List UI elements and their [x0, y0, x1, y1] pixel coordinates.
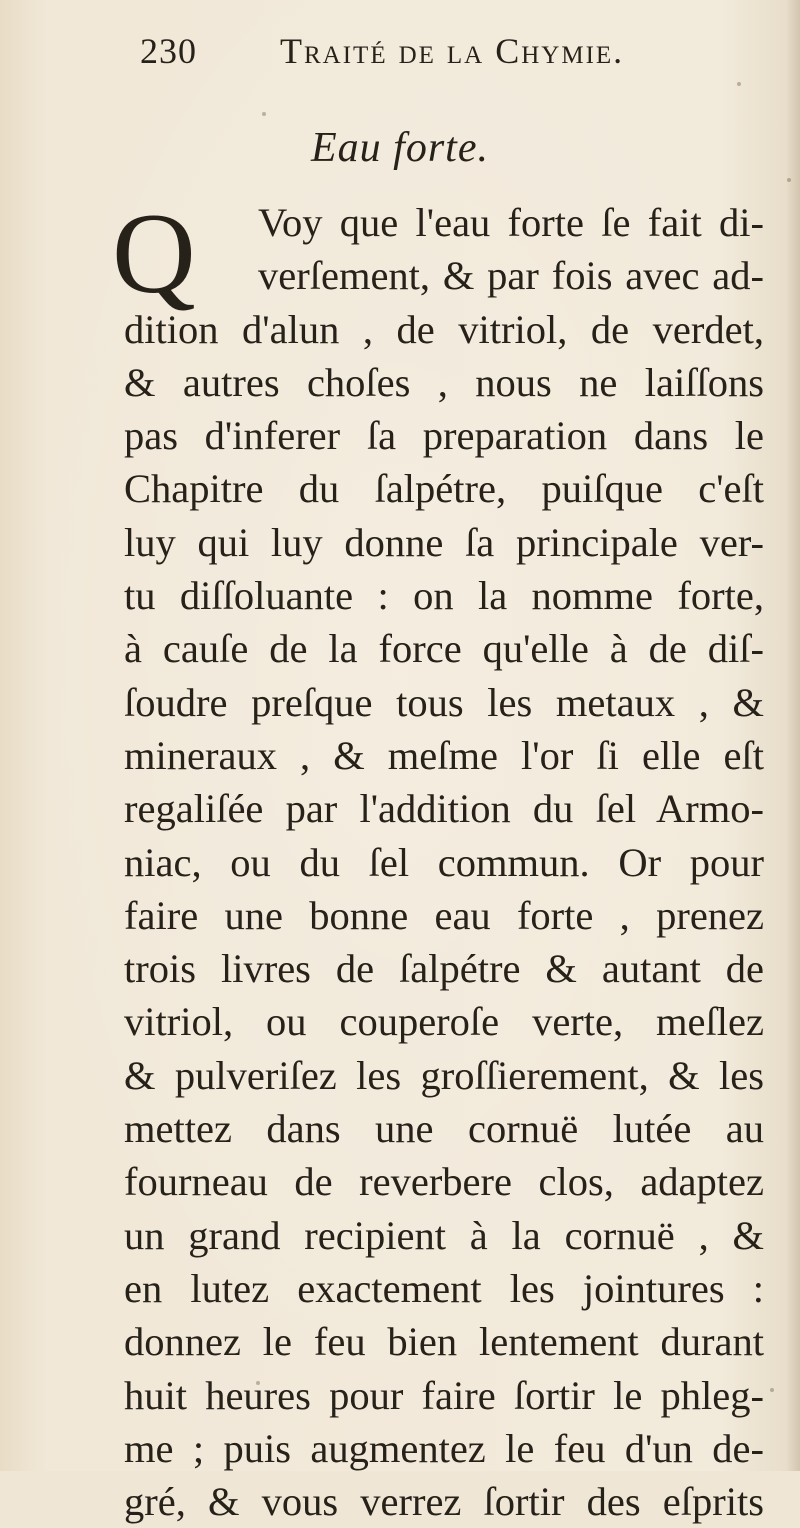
text-line: à cauſe de la force qu'elle à de diſ-	[124, 626, 764, 672]
body-text	[112, 190, 764, 1528]
text-line: Voy que l'eau forte ſe fait di-	[258, 200, 764, 245]
drop-cap: Q	[112, 190, 196, 318]
text-line: un grand recipient à la cornuë , &	[124, 1212, 764, 1258]
text-line: me ; puis augmentez le feu d'un de-	[124, 1425, 764, 1471]
paper-speck	[737, 82, 741, 86]
running-head: Traité de la Chymie.	[280, 31, 625, 71]
text-line: gré, & vous verrez ſortir des eſprits	[124, 1479, 764, 1525]
text-line: dition d'alun , de vitriol, de verdet,	[124, 306, 764, 352]
text-line: luy qui luy donne ſa principale ver-	[124, 519, 764, 565]
paper-speck	[787, 178, 791, 182]
text-line: & autres choſes , nous ne laiſſons	[124, 359, 764, 405]
text-line: en lutez exactement les jointures :	[124, 1265, 764, 1311]
text-line: ſoudre preſque tous les metaux , &	[124, 679, 764, 725]
paper-speck	[262, 112, 266, 116]
section-title: Eau forte.	[311, 125, 489, 171]
paper-speck	[256, 1381, 260, 1385]
text-line: huit heures pour faire ſortir le phleg-	[124, 1372, 764, 1418]
text-line: donnez le feu bien lentement durant	[124, 1319, 764, 1365]
text-line: faire une bonne eau forte , prenez	[124, 892, 764, 938]
text-line: regaliſée par l'addition du ſel Armo-	[124, 786, 764, 832]
text-line: mettez dans une cornuë lutée au	[124, 1106, 764, 1152]
page-number: 230	[140, 31, 197, 71]
text-line: tu diſſoluante : on la nomme forte,	[124, 573, 764, 619]
text-line: pas d'inferer ſa preparation dans le	[124, 413, 764, 459]
paper-speck	[770, 1388, 774, 1392]
text-line: Chapitre du ſalpétre, puiſque c'eſt	[124, 466, 764, 512]
page-header	[140, 30, 780, 80]
text-line: niac, ou du ſel commun. Or pour	[124, 839, 764, 885]
text-line: fourneau de reverbere clos, adaptez	[124, 1159, 764, 1205]
text-line: mineraux , & meſme l'or ſi elle eſt	[124, 732, 764, 778]
text-line: vitriol, ou couperoſe verte, meſlez	[124, 999, 764, 1045]
text-line: verſement, & par fois avec ad-	[258, 253, 764, 299]
page-edge-shadow	[786, 0, 800, 1471]
text-line: & pulveriſez les groſſierement, & les	[124, 1052, 764, 1098]
text-line: trois livres de ſalpétre & autant de	[124, 946, 764, 992]
